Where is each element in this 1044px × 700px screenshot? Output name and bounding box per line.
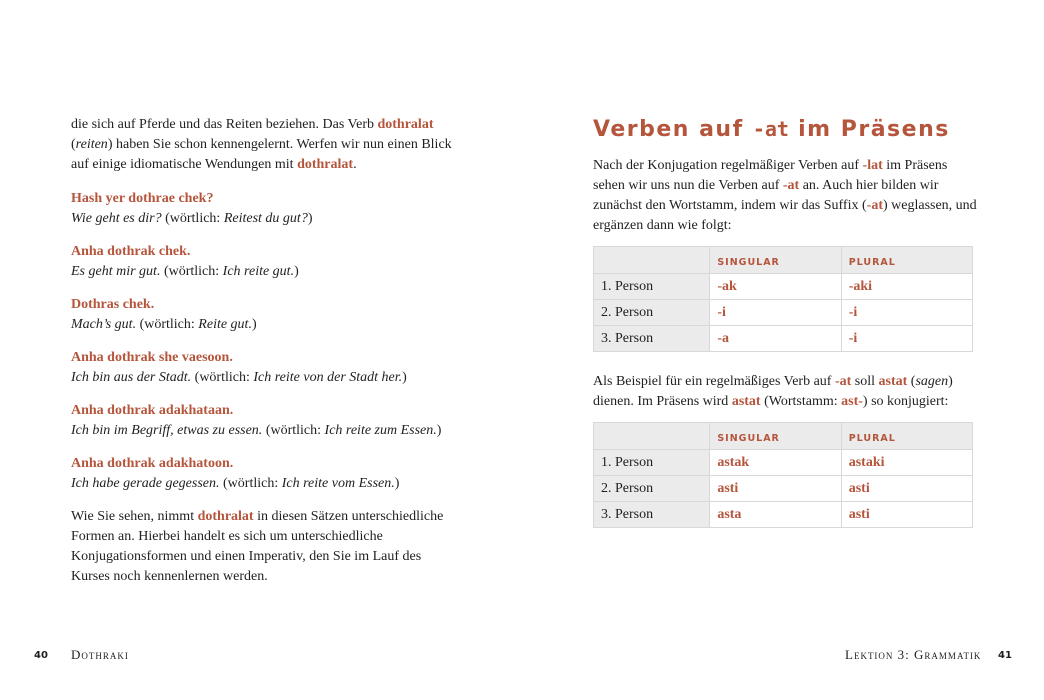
outro-text: in diesen Sätzen unterschiedliche Formen an. Hierbei handelt es sich um unterschiedliche Konjugationsformen und einen Imperativ, den Sie im Lauf des Kurses noch kennenlernen werden. — [71, 509, 444, 584]
german-translation — [71, 474, 456, 494]
right-page — [593, 115, 978, 548]
example-text: Als Beispiel für ein regelmäßiges Verb auf — [593, 374, 835, 389]
literal-text: Reitest du gut? — [223, 211, 308, 226]
section-heading — [593, 115, 978, 144]
suffix-at: -at — [834, 374, 852, 389]
table-row — [594, 326, 973, 352]
dothraki-phrase: Anha dothrak adakhatoon. — [71, 456, 234, 471]
explanation-text: an. Auch hier bilden wir zunächst den Wortstamm, indem wir das Suffix ( — [593, 178, 939, 213]
german-translation — [71, 421, 456, 441]
left-page-number: 40 — [34, 650, 48, 661]
explanation-text: Nach der Konjugation regelmäßiger Verben auf — [593, 158, 863, 173]
right-page-number: 41 — [998, 650, 1012, 661]
header-singular: SINGULAR — [710, 247, 841, 274]
person-cell: 3. Person — [594, 502, 710, 528]
dothraki-phrase: Anha dothrak chek. — [71, 244, 191, 259]
example-text: ) so konjugiert: — [862, 394, 949, 409]
header-plural: PLURAL — [841, 423, 972, 450]
explanation-paragraph — [593, 156, 978, 236]
german-translation — [71, 315, 456, 335]
german-translation — [71, 368, 456, 388]
literal-prefix: (wörtlich: — [160, 264, 223, 279]
dothraki-phrase: Dothras chek. — [71, 297, 155, 312]
singular-cell: -a — [710, 326, 841, 352]
heading-suffix: -at — [752, 117, 789, 141]
plural-cell: -i — [841, 326, 972, 352]
german-text: Ich bin aus der Stadt. — [71, 370, 192, 385]
verb-astat: astat — [878, 374, 908, 389]
singular-cell: -ak — [710, 274, 841, 300]
literal-text: Reite gut. — [198, 317, 252, 332]
example-text: (Wortstamm: — [760, 394, 842, 409]
dothraki-phrase: Anha dothrak adakhataan. — [71, 403, 234, 418]
table-header-row — [594, 247, 973, 274]
german-translation — [71, 209, 456, 229]
header-blank — [594, 423, 710, 450]
header-plural: PLURAL — [841, 247, 972, 274]
suffix-table — [593, 246, 973, 352]
singular-cell: asti — [710, 476, 841, 502]
outro-text: Wie Sie sehen, nimmt — [71, 509, 198, 524]
header-singular: SINGULAR — [710, 423, 841, 450]
german-text: Ich habe gerade gegessen. — [71, 476, 220, 491]
translation-sagen: sagen — [915, 374, 949, 389]
intro-text: ) haben Sie schon kennengelernt. Werfen wir nun einen Blick auf einige idiomatische Wendungen mit — [71, 137, 452, 172]
example-item — [71, 242, 456, 282]
plural-cell: -aki — [841, 274, 972, 300]
heading-text: Verben auf — [593, 117, 753, 142]
heading-text: im Präsens — [788, 117, 950, 142]
intro-text: . — [353, 157, 357, 172]
table-row — [594, 450, 973, 476]
german-text: Wie geht es dir? — [71, 211, 162, 226]
table-row — [594, 274, 973, 300]
person-cell: 1. Person — [594, 274, 710, 300]
table-row — [594, 502, 973, 528]
left-running-title: Dothraki — [71, 647, 129, 662]
example-item — [71, 401, 456, 441]
example-text: ) dienen. Im Präsens wird — [593, 374, 953, 409]
german-translation — [71, 262, 456, 282]
literal-prefix: (wörtlich: — [219, 476, 282, 491]
singular-cell: -i — [710, 300, 841, 326]
german-text: Mach’s gut. — [71, 317, 137, 332]
example-text: ( — [907, 374, 916, 389]
literal-text: Ich reite vom Essen. — [281, 476, 395, 491]
outro-paragraph — [71, 507, 456, 587]
person-cell: 1. Person — [594, 450, 710, 476]
table-row — [594, 300, 973, 326]
explanation-text: im Präsens sehen wir uns nun die Verben auf — [593, 158, 948, 193]
literal-prefix: (wörtlich: — [136, 317, 199, 332]
literal-text: Ich reite gut. — [222, 264, 295, 279]
conjugation-table — [593, 422, 973, 528]
suffix-at: -at — [866, 198, 883, 213]
literal-suffix: ) — [251, 317, 257, 332]
literal-text: Ich reite von der Stadt her. — [253, 370, 403, 385]
example-item — [71, 295, 456, 335]
plural-cell: asti — [841, 502, 972, 528]
header-blank — [594, 247, 710, 274]
german-text: Es geht mir gut. — [71, 264, 161, 279]
singular-cell: asta — [710, 502, 841, 528]
literal-suffix: ) — [436, 423, 442, 438]
dothraki-phrase: Anha dothrak she vaesoon. — [71, 350, 233, 365]
german-text: Ich bin im Begriff, etwas zu essen. — [71, 423, 263, 438]
plural-cell: -i — [841, 300, 972, 326]
literal-suffix: ) — [294, 264, 299, 279]
plural-cell: asti — [841, 476, 972, 502]
dothraki-phrase: Hash yer dothrae chek? — [71, 191, 214, 206]
literal-prefix: (wörtlich: — [262, 423, 325, 438]
literal-suffix: ) — [307, 211, 313, 226]
left-page — [71, 115, 456, 587]
example-paragraph — [593, 372, 978, 412]
person-cell: 2. Person — [594, 300, 710, 326]
intro-paragraph — [71, 115, 456, 175]
verb-dothralat: dothralat — [197, 509, 254, 524]
literal-text: Ich reite zum Essen. — [324, 423, 437, 438]
table-header-row — [594, 423, 973, 450]
verb-dothralat: dothralat — [377, 117, 434, 132]
stem-ast: ast- — [841, 394, 863, 409]
table-row — [594, 476, 973, 502]
plural-cell: astaki — [841, 450, 972, 476]
verb-astat: astat — [731, 394, 761, 409]
verb-dothralat: dothralat — [297, 157, 354, 172]
right-running-title: Lektion 3: Grammatik — [845, 647, 982, 662]
literal-suffix: ) — [402, 370, 407, 385]
example-item — [71, 454, 456, 494]
singular-cell: astak — [710, 450, 841, 476]
person-cell: 2. Person — [594, 476, 710, 502]
literal-prefix: (wörtlich: — [161, 211, 224, 226]
explanation-text: ) weglassen, und ergänzen dann wie folgt: — [593, 198, 977, 233]
literal-suffix: ) — [394, 476, 400, 491]
suffix-at: -at — [782, 178, 800, 193]
intro-text: die sich auf Pferde und das Reiten beziehen. Das Verb — [71, 117, 378, 132]
suffix-lat: -lat — [862, 158, 883, 173]
example-item — [71, 189, 456, 229]
example-item — [71, 348, 456, 388]
translation-reiten: reiten — [75, 137, 108, 152]
literal-prefix: (wörtlich: — [191, 370, 254, 385]
person-cell: 3. Person — [594, 326, 710, 352]
example-text: soll — [851, 374, 879, 389]
intro-text: ( — [71, 137, 76, 152]
